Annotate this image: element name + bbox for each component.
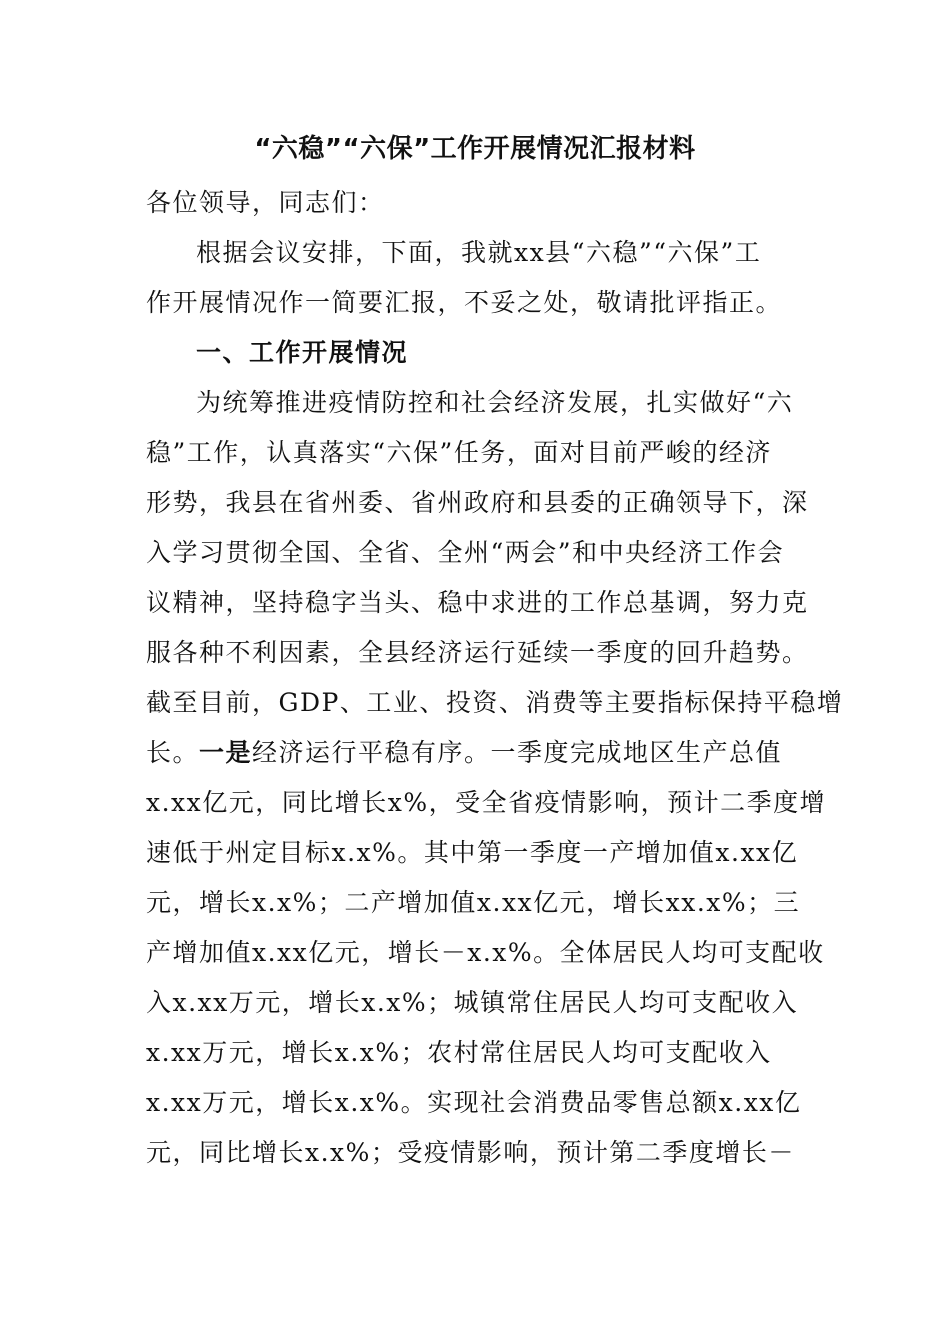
paragraph-line: 入x.xx万元，增长x.x%；城镇常住居民人均可支配收入 — [146, 988, 799, 1017]
paragraph-line: 截至目前，GDP、工业、投资、消费等主要指标保持平稳增 — [146, 688, 844, 717]
intro-line: 根据会议安排，下面，我就xx县“六稳”“六保”工 — [196, 238, 762, 267]
line-prefix: 长。 — [146, 738, 200, 767]
paragraph-line: 为统筹推进疫情防控和社会经济发展，扎实做好“六 — [196, 388, 794, 417]
paragraph-line: 服各种不利因素，全县经济运行延续一季度的回升趋势。 — [146, 638, 809, 667]
paragraph-line: 元，增长x.x%；二产增加值x.xx亿元，增长xx.x%；三 — [146, 888, 801, 917]
paragraph-line: x.xx万元，增长x.x%；农村常住居民人均可支配收入 — [146, 1038, 772, 1067]
paragraph-line: 议精神，坚持稳字当头、稳中求进的工作总基调，努力克 — [146, 588, 809, 617]
document-body — [146, 178, 844, 1178]
paragraph-line: 入学习贯彻全国、全省、全州“两会”和中央经济工作会 — [146, 538, 785, 567]
paragraph-line: x.xx亿元，同比增长x%，受全省疫情影响，预计二季度增 — [146, 788, 827, 817]
paragraph-line: 速低于州定目标x.x%。其中第一季度一产增加值x.xx亿 — [146, 838, 799, 867]
intro-line: 作开展情况作一简要汇报，不妥之处，敬请批评指正。 — [146, 288, 783, 317]
paragraph-line: 元，同比增长x.x%；受疫情影响，预计第二季度增长－ — [146, 1138, 795, 1167]
paragraph-line-with-emphasis — [146, 728, 808, 778]
paragraph-line: 形势，我县在省州委、省州政府和县委的正确领导下，深 — [146, 488, 809, 517]
paragraph-line: 稳”工作，认真落实“六保”任务，面对目前严峻的经济 — [146, 438, 772, 467]
emphasis-marker: 一是 — [199, 738, 253, 767]
paragraph-line: 产增加值x.xx亿元，增长－x.x%。全体居民人均可支配收 — [146, 938, 825, 967]
salutation: 各位领导，同志们： — [146, 188, 385, 217]
line-suffix: 经济运行平稳有序。一季度完成地区生产总值 — [252, 738, 783, 767]
document-title: “六稳”“六保”工作开展情况汇报材料 — [254, 134, 696, 164]
paragraph-line: x.xx万元，增长x.x%。实现社会消费品零售总额x.xx亿 — [146, 1088, 802, 1117]
section-heading: 一、工作开展情况 — [196, 338, 409, 367]
